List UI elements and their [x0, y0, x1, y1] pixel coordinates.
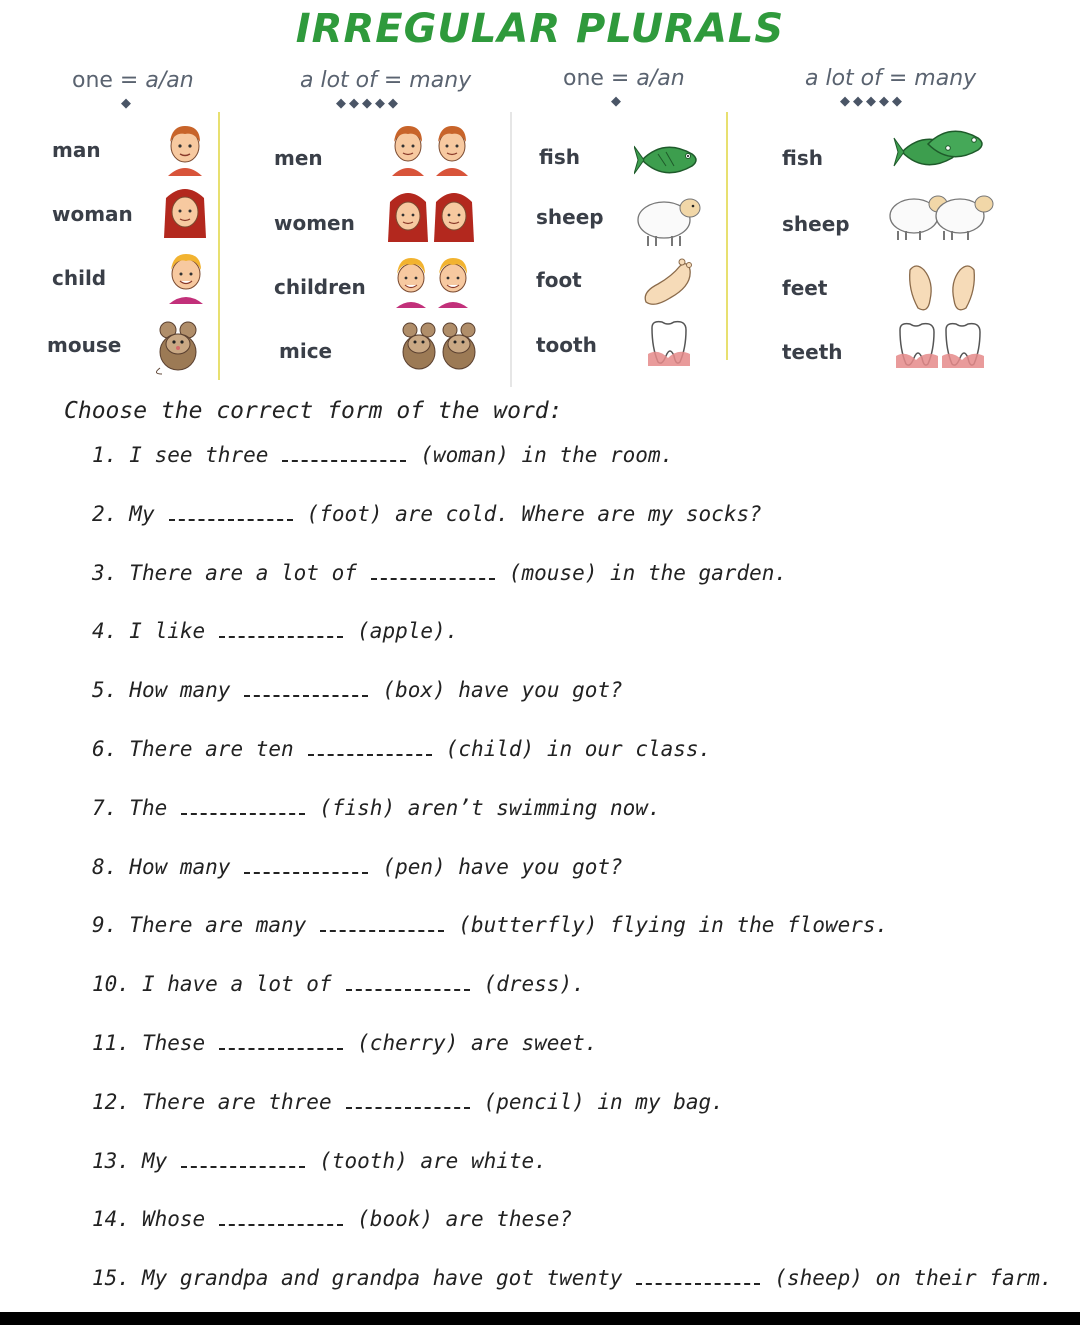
one-dot-marker-2: ◆ [611, 94, 624, 109]
exercise-number: 2. [92, 502, 118, 526]
exercise-text-after: (box) have you got? [382, 678, 623, 702]
answer-blank[interactable] [219, 1034, 343, 1050]
column-header-singular [72, 68, 194, 93]
exercise-text-after: (butterfly) flying in the flowers. [458, 913, 889, 937]
answer-blank[interactable] [346, 975, 470, 991]
answer-blank[interactable] [244, 681, 368, 697]
child-face-icon [163, 248, 209, 304]
exercise-item [92, 1266, 1053, 1290]
exercise-text-before: There are ten [129, 737, 294, 761]
page-title: IRREGULAR PLURALS [295, 6, 785, 52]
header-text: one = [563, 66, 637, 91]
word-mice: mice [279, 339, 333, 363]
answer-blank[interactable] [636, 1269, 760, 1285]
exercise-item [92, 913, 888, 937]
exercise-text-after: (foot) are cold. Where are my socks? [306, 502, 762, 526]
mice-icon [396, 318, 482, 376]
word-teeth: teeth [782, 340, 843, 364]
feet-icon [904, 260, 980, 314]
sheep-plural-icon [884, 186, 994, 244]
exercise-number: 3. [92, 561, 118, 585]
exercise-text-before: How many [129, 678, 231, 702]
exercise-text-before: How many [129, 855, 231, 879]
word-sheep: sheep [536, 205, 604, 229]
exercise-text-before: My [129, 502, 155, 526]
word-tooth: tooth [536, 333, 597, 357]
column-header-singular-2 [563, 66, 685, 91]
exercise-text-after: (dress). [483, 972, 585, 996]
word-foot: foot [536, 268, 582, 292]
exercise-text-after: (child) in our class. [445, 737, 712, 761]
mouse-icon [150, 318, 210, 376]
many-dots-marker: ◆◆◆◆◆ [336, 96, 401, 111]
foot-icon [640, 256, 698, 308]
tooth-icon [644, 318, 694, 368]
exercise-text-before: I see three [129, 443, 269, 467]
exercise-text-after: (book) are these? [357, 1207, 573, 1231]
exercise-number: 8. [92, 855, 118, 879]
answer-blank[interactable] [282, 446, 406, 462]
exercise-text-after: (apple). [357, 619, 459, 643]
exercise-text-before: My [141, 1149, 168, 1173]
exercise-text-before: I have a lot of [141, 972, 332, 996]
exercise-item [92, 737, 711, 761]
exercise-item [92, 1207, 572, 1231]
word-sheep-plural: sheep [782, 212, 850, 236]
answer-blank[interactable] [244, 858, 368, 874]
column-header-plural: a lot of = many [300, 68, 472, 93]
answer-blank[interactable] [181, 1152, 305, 1168]
exercise-item [92, 796, 661, 820]
answer-blank[interactable] [219, 1210, 343, 1226]
word-fish: fish [539, 145, 580, 169]
word-feet: feet [782, 276, 828, 300]
exercise-text-before: There are many [129, 913, 307, 937]
word-woman: woman [52, 202, 133, 226]
fish-icon [634, 134, 710, 186]
exercise-text-before: These [141, 1031, 206, 1055]
exercise-text-after: (pen) have you got? [382, 855, 623, 879]
fish-plural-icon [892, 122, 992, 174]
women-faces-icon [388, 188, 478, 244]
exercise-item [92, 1149, 547, 1173]
children-faces-icon [392, 252, 476, 308]
teeth-icon [894, 320, 986, 370]
exercise-number: 4. [92, 619, 118, 643]
woman-face-icon [160, 184, 210, 240]
answer-blank[interactable] [320, 916, 444, 932]
header-text-italic: a/an [636, 66, 685, 91]
exercise-number: 11. [92, 1031, 130, 1055]
exercise-text-before: I like [129, 619, 206, 643]
exercise-text-before: There are a lot of [129, 561, 357, 585]
exercise-number: 6. [92, 737, 118, 761]
exercise-text-before: The [129, 796, 168, 820]
divider-line [510, 112, 512, 387]
exercise-number: 10. [92, 972, 130, 996]
answer-blank[interactable] [169, 505, 293, 521]
exercise-text-before: There are three [141, 1090, 332, 1114]
exercise-number: 12. [92, 1090, 130, 1114]
many-dots-marker-2: ◆◆◆◆◆ [840, 94, 905, 109]
answer-blank[interactable] [308, 740, 432, 756]
exercise-text-after: (cherry) are sweet. [357, 1031, 598, 1055]
exercise-text-after: (fish) aren’t swimming now. [319, 796, 661, 820]
answer-blank[interactable] [371, 564, 495, 580]
word-children: children [274, 275, 366, 299]
divider-line [218, 112, 220, 380]
exercise-item [92, 972, 585, 996]
exercise-text-after: (pencil) in my bag. [483, 1090, 724, 1114]
exercise-item [92, 678, 623, 702]
man-face-icon [160, 120, 210, 176]
exercise-text-after: (mouse) in the garden. [508, 561, 788, 585]
exercise-item [92, 855, 623, 879]
one-dot-marker: ◆ [121, 96, 134, 111]
answer-blank[interactable] [181, 799, 305, 815]
exercise-instruction: Choose the correct form of the word: [64, 398, 563, 424]
word-men: men [274, 146, 323, 170]
exercise-text-after: (tooth) are white. [319, 1149, 547, 1173]
exercise-number: 15. [92, 1266, 130, 1290]
header-text-italic: a/an [145, 68, 194, 93]
word-man: man [52, 138, 101, 162]
exercise-item [92, 1031, 597, 1055]
bottom-bar [0, 1312, 1080, 1325]
exercise-item [92, 619, 458, 643]
exercise-number: 14. [92, 1207, 130, 1231]
exercise-item [92, 502, 762, 526]
exercise-number: 1. [92, 443, 118, 467]
header-text: one = [72, 68, 146, 93]
exercise-item [92, 1090, 724, 1114]
answer-blank[interactable] [219, 622, 343, 638]
column-header-plural-2: a lot of = many [805, 66, 977, 91]
word-fish-plural: fish [782, 146, 823, 170]
exercise-number: 9. [92, 913, 118, 937]
exercise-item [92, 561, 787, 585]
exercise-number: 7. [92, 796, 118, 820]
exercise-text-before: My grandpa and grandpa have got twenty [141, 1266, 623, 1290]
exercise-text-after: (woman) in the room. [420, 443, 674, 467]
exercise-item [92, 443, 673, 467]
word-women: women [274, 211, 355, 235]
men-faces-icon [388, 120, 478, 176]
divider-line [726, 112, 728, 360]
exercise-number: 5. [92, 678, 118, 702]
answer-blank[interactable] [346, 1093, 470, 1109]
exercise-number: 13. [92, 1149, 130, 1173]
sheep-icon [632, 190, 706, 248]
exercise-text-after: (sheep) on their farm. [774, 1266, 1053, 1290]
word-mouse: mouse [47, 333, 122, 357]
exercise-text-before: Whose [141, 1207, 206, 1231]
word-child: child [52, 266, 107, 290]
